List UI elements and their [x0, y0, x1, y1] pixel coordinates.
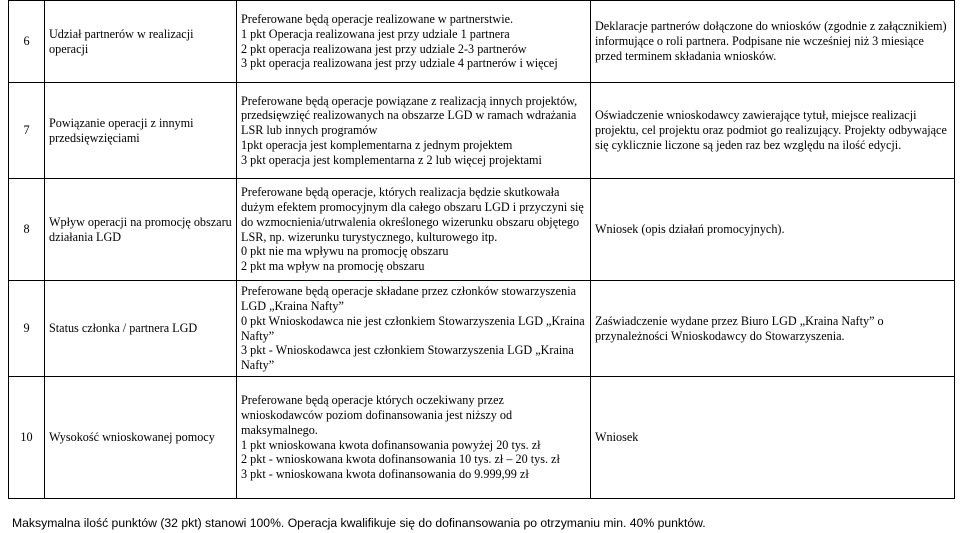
description-line: 1 pkt Operacja realizowana jest przy udziale 1 partnera	[241, 26, 510, 41]
table-row	[9, 83, 955, 179]
criterion-description	[237, 179, 591, 281]
row-number: 8	[9, 179, 45, 281]
description-line: 3 pkt operacja jest komplementarna z 2 lub więcej projektami	[241, 152, 542, 167]
row-number: 6	[9, 1, 45, 83]
table-row	[9, 377, 955, 499]
table-row	[9, 179, 955, 281]
documents-text: Zaświadczenie wydane przez Biuro LGD „Kraina Nafty” o przynależności Wnioskodawcy do Stowarzyszenia.	[595, 313, 884, 343]
documents-text: Wniosek	[595, 430, 639, 445]
required-documents	[591, 83, 955, 179]
description-line: Preferowane będą operacje powiązane z realizacją innych projektów, przedsięwzięć realizowanych na obszarze LGD w ramach wdrażania LSR lub innych programów	[241, 93, 578, 138]
criterion-name: Status członka / partnera LGD	[45, 281, 237, 377]
criterion-name: Wysokość wnioskowanej pomocy	[45, 377, 237, 499]
description-line: 2 pkt operacja realizowana jest przy udziale 2-3 partnerów	[241, 41, 527, 56]
required-documents	[591, 377, 955, 499]
criterion-description	[237, 1, 591, 83]
row-number: 10	[9, 377, 45, 499]
description-line: 3 pkt - Wnioskodawca jest członkiem Stowarzyszenia LGD „Kraina Nafty”	[241, 343, 574, 372]
description-line: Preferowane będą operacje realizowane w partnerstwie.	[241, 12, 514, 27]
description-line: 3 pkt - wnioskowana kwota dofinansowania do 9.999,99 zł	[241, 466, 529, 481]
criterion-name: Wpływ operacji na promocję obszaru działania LGD	[45, 179, 237, 281]
criterion-description	[237, 83, 591, 179]
description-line: Preferowane będą operacje składane przez członków stowarzyszenia LGD „Kraina Nafty”	[241, 284, 576, 314]
row-number: 9	[9, 281, 45, 377]
description-line: 2 pkt ma wpływ na promocję obszaru	[241, 258, 425, 273]
table-row	[9, 281, 955, 377]
required-documents	[591, 179, 955, 281]
description-line: 0 pkt nie ma wpływu na promocję obszaru	[241, 244, 449, 259]
documents-text: Wniosek (opis działań promocyjnych).	[595, 222, 785, 237]
description-line: 1pkt operacja jest komplementarna z jednym projektem	[241, 137, 513, 152]
description-line: 0 pkt Wnioskodawca nie jest członkiem Stowarzyszenia LGD „Kraina Nafty”	[241, 313, 585, 343]
criterion-description	[237, 281, 591, 377]
scoring-footnote: Maksymalna ilość punktów (32 pkt) stanowi 100%. Operacja kwalifikuje się do dofinansowania po otrzymaniu min. 40% punktów.	[12, 516, 706, 530]
table-row	[9, 1, 955, 83]
description-line: Preferowane będą operacje których oczekiwany przez wnioskodawców poziom dofinansowania jest niższy od maksymalnego.	[241, 393, 513, 437]
required-documents	[591, 281, 955, 377]
description-line: Preferowane będą operacje, których realizacja będzie skutkowała dużym efektem promocyjnym dla całego obszaru LGD i przyczyni się do wzmocnienia/utrwalenia określonego wizerunku obszaru objętego LSR, np. wizerunku turystycznego, kulturowego itp.	[241, 185, 584, 244]
criteria-table	[8, 0, 955, 499]
criterion-name: Powiązanie operacji z innymi przedsięwzięciami	[45, 83, 237, 179]
required-documents	[591, 1, 955, 83]
documents-text: Deklaracje partnerów dołączone do wniosków (zgodnie z załącznikiem) informujące o roli partnera. Podpisane nie wcześniej niż 3 miesiące przed terminem składania wniosków.	[595, 19, 947, 63]
criterion-name: Udział partnerów w realizacji operacji	[45, 1, 237, 83]
description-line: 1 pkt wnioskowana kwota dofinansowania powyżej 20 tys. zł	[241, 437, 541, 452]
description-line: 3 pkt operacja realizowana jest przy udziale 4 partnerów i więcej	[241, 56, 558, 71]
description-line: 2 pkt - wnioskowana kwota dofinansowania 10 tys. zł – 20 tys. zł	[241, 452, 560, 467]
documents-text: Oświadczenie wnioskodawcy zawierające tytuł, miejsce realizacji projektu, cel projektu oraz podmiot go realizujący. Projekty odbywające się cyklicznie liczone są jeden raz bez względu na ilość edycji.	[595, 108, 947, 152]
row-number: 7	[9, 83, 45, 179]
criterion-description	[237, 377, 591, 499]
